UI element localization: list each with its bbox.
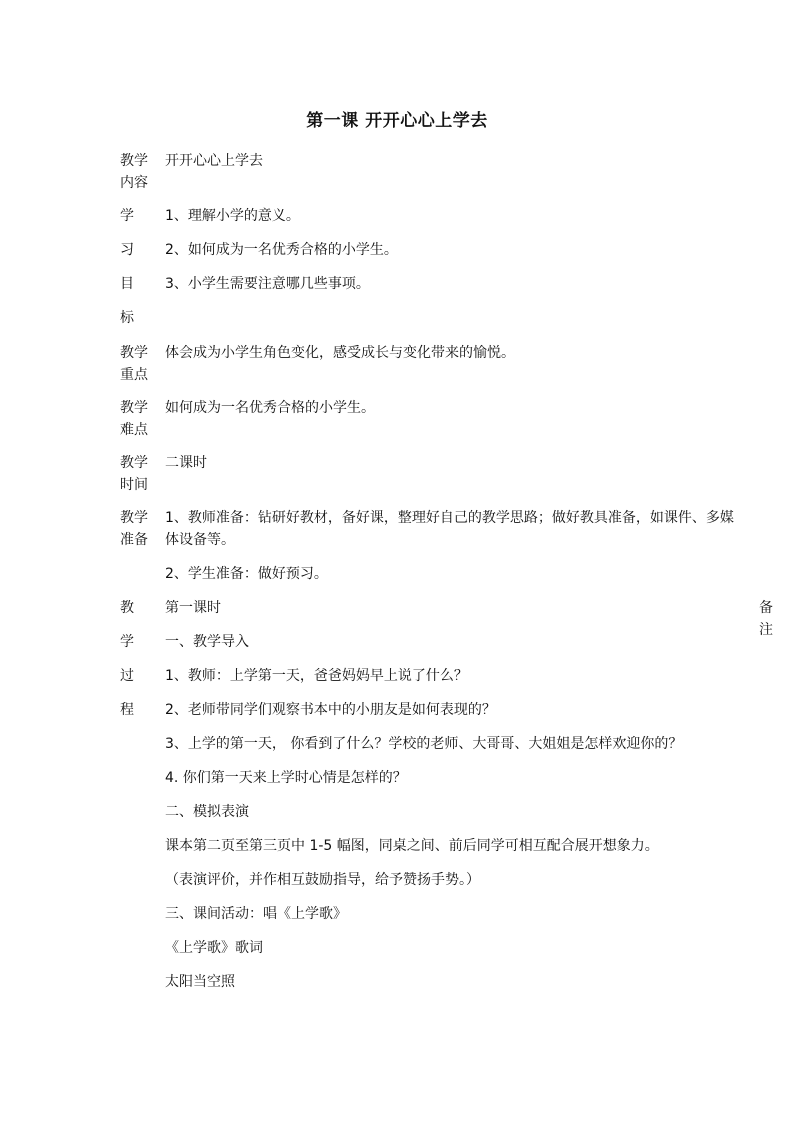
key-points-text: 体会成为小学生角色变化，感受成长与变化带来的愉悦。	[165, 345, 515, 361]
process-line: 3、上学的第一天， 你看到了什么？学校的老师、大哥哥、大姐姐是怎样欢迎你的？	[165, 736, 683, 752]
label-objectives-char-4: 标	[120, 310, 134, 326]
preparation-item: 2、学生准备：做好预习。	[165, 566, 328, 582]
process-line: （表演评价，并作相互鼓励指导，给予赞扬手势。）	[165, 872, 480, 888]
process-line: 三、课间活动：唱《上学歌》	[165, 906, 347, 922]
remarks-label: 备注	[759, 600, 773, 638]
label-process-char-2: 学	[120, 634, 134, 650]
time-text: 二课时	[165, 455, 207, 471]
process-line: 2、老师带同学们观察书本中的小朋友是如何表现的？	[165, 702, 496, 718]
process-line: 课本第二页至第三页中 1-5 幅图，同桌之间、前后同学可相互配合展开想象力。	[165, 838, 659, 854]
label-process-char-1: 教	[120, 600, 134, 616]
label-objectives-char-2: 习	[120, 242, 134, 258]
label-objectives-char-3: 目	[120, 276, 134, 292]
process-line: 《上学歌》歌词	[165, 940, 263, 956]
difficulties-text: 如何成为一名优秀合格的小学生。	[165, 400, 375, 416]
process-line: 1、教师：上学第一天，爸爸妈妈早上说了什么？	[165, 668, 468, 684]
process-line: 4. 你们第一天来上学时心情是怎样的？	[165, 770, 407, 786]
objective-item: 2、如何成为一名优秀合格的小学生。	[165, 242, 398, 258]
process-line: 一、教学导入	[165, 634, 249, 650]
preparation-item: 1、教师准备：钻研好教材，备好课，整理好自己的教学思路；做好教具准备，如课件、多媒体设备等。	[165, 510, 734, 548]
label-process-char-3: 过	[120, 668, 134, 684]
label-difficulties: 教学难点	[120, 400, 148, 438]
process-line: 太阳当空照	[165, 974, 235, 990]
label-time: 教学时间	[120, 455, 148, 493]
process-line: 二、模拟表演	[165, 804, 249, 820]
objective-item: 3、小学生需要注意哪几些事项。	[165, 276, 370, 292]
process-line: 第一课时	[165, 600, 221, 616]
page-title: 第一课 开开心心上学去	[306, 111, 488, 131]
label-process-char-4: 程	[120, 702, 134, 718]
label-key-points: 教学重点	[120, 345, 148, 383]
label-preparation: 教学准备	[120, 510, 148, 548]
label-objectives-char-1: 学	[120, 208, 134, 224]
objective-item: 1、理解小学的意义。	[165, 208, 300, 224]
content-text: 开开心心上学去	[165, 153, 263, 169]
label-content: 教学内容	[120, 153, 148, 191]
